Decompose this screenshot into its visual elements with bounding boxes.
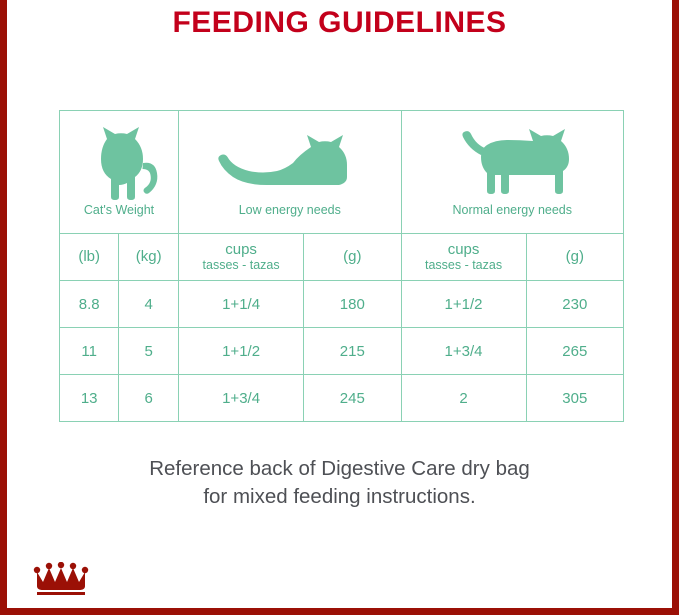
normal-energy-header-cell [401,111,623,234]
low-energy-header-cell [179,111,401,234]
cell-normal-cups: 2 [401,375,526,422]
cell-lb: 11 [60,328,119,375]
unit-header-row [60,234,624,281]
cell-low-grams: 180 [304,281,401,328]
left-red-rail [0,0,7,615]
unit-header-low-grams-main: (g) [343,248,362,266]
cell-lb: 13 [60,375,119,422]
unit-header-normal-cups-main: cups [447,241,480,259]
unit-header-lb [60,234,119,281]
normal-energy-label: Normal energy needs [452,203,573,217]
cell-low-cups: 1+1/2 [179,328,304,375]
lying-cat-icon [215,127,365,201]
unit-header-low-cups-sub: tasses - tazas [202,258,280,273]
table-row [60,328,624,375]
cell-lb: 8.8 [60,281,119,328]
table-row [60,281,624,328]
unit-header-kg-main: (kg) [135,248,162,266]
page-title: FEEDING GUIDELINES [172,6,507,39]
reference-note-line1: Reference back of Digestive Care dry bag [149,457,530,480]
unit-header-low-grams [304,234,401,281]
cell-kg: 4 [119,281,179,328]
unit-header-normal-grams-main: (g) [565,248,584,266]
cell-normal-grams: 305 [526,375,623,422]
unit-header-normal-cups [401,234,526,281]
page-content [7,0,672,608]
unit-header-kg [119,234,179,281]
right-red-rail [672,0,679,615]
feeding-table-container [59,110,624,422]
cell-low-grams: 215 [304,328,401,375]
unit-header-normal-cups-sub: tasses - tazas [424,258,503,273]
cell-low-grams: 245 [304,375,401,422]
cell-kg: 5 [119,328,179,375]
cell-low-cups: 1+1/4 [179,281,304,328]
cell-normal-grams: 230 [526,281,623,328]
feeding-guidelines-table [59,110,624,422]
unit-header-lb-main: (lb) [78,248,100,266]
cell-normal-cups: 1+3/4 [401,328,526,375]
bottom-red-rail [0,608,679,615]
cell-normal-cups: 1+1/2 [401,281,526,328]
unit-header-low-cups [179,234,304,281]
cell-kg: 6 [119,375,179,422]
walking-cat-icon [437,127,587,201]
sitting-cat-icon [77,127,161,201]
cats-weight-label: Cat's Weight [83,203,155,217]
reference-note [7,455,672,510]
cell-low-cups: 1+3/4 [179,375,304,422]
table-row [60,375,624,422]
royal-canin-crown-logo [33,562,97,596]
unit-header-low-cups-main: cups [225,241,257,259]
low-energy-label: Low energy needs [238,203,341,217]
unit-header-normal-grams [526,234,623,281]
cell-normal-grams: 265 [526,328,623,375]
cats-weight-header-cell [60,111,179,234]
icon-header-row [60,111,624,234]
reference-note-line2: for mixed feeding instructions. [203,484,476,508]
